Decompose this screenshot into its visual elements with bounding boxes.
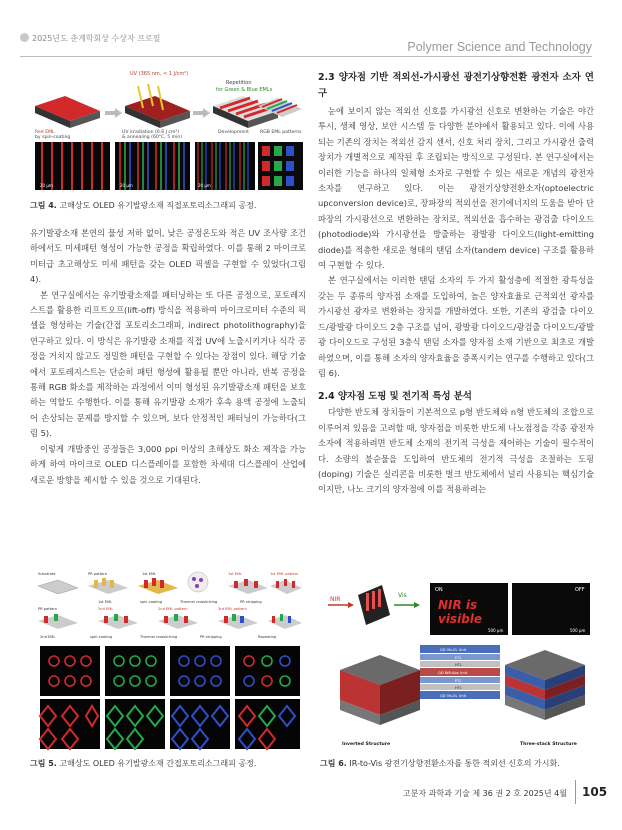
svg-text:20 μm: 20 μm — [120, 183, 133, 188]
svg-text:PR stripping: PR stripping — [200, 635, 222, 639]
fig4-for-gb: for Green & Blue EMLs — [216, 87, 273, 93]
figure-6-illustration — [320, 575, 595, 751]
journal-footer: 고분자 과학과 기술 제 36 권 2 호 2025년 4월 — [402, 789, 567, 798]
page-number: 105 — [575, 780, 612, 804]
figure-5-caption — [30, 758, 310, 769]
svg-text:OFF: OFF — [575, 587, 585, 593]
svg-text:1st EML: 1st EML — [98, 600, 113, 604]
figure-5-caption-text: 고해상도 OLED 유기발광소재 간접포토리소그래피 공정. — [59, 759, 257, 768]
svg-text:by spin-coating: by spin-coating — [35, 135, 71, 140]
svg-text:1st EML pattern: 1st EML pattern — [270, 572, 299, 576]
svg-text:HTL: HTL — [455, 663, 462, 667]
left-paragraph-3: 이렇게 개발중인 공정들은 3,000 ppi 이상의 초해상도 화소 제작을 가능하게 하여 마이크로 OLED 디스플레이를 포함한 차세대 디스플레이 산업에 새로운 방향을 제시할 수 있을 것으로 기대된다. — [30, 443, 306, 485]
svg-text:NIR: NIR — [330, 596, 341, 603]
svg-text:Thermal crosslinking: Thermal crosslinking — [140, 635, 178, 639]
figure-6-caption-number: 그림 6. — [320, 759, 347, 768]
svg-text:20 μm: 20 μm — [40, 183, 53, 188]
svg-text:1st EML: 1st EML — [228, 572, 243, 576]
figure-4-caption-number: 그림 4. — [30, 201, 57, 210]
right-paragraph-1: 눈에 보이지 않는 적외선 신호를 가시광선 신호로 변환하는 기술은 야간 투시, 생체 영상, 보안 시스템 등 다양한 분야에서 활용되고 있다. 이에 사용되는 기존의 장치는 적외선 감지 센서, 신호 처리 장치, 그리고 가시광선 출력 장치가 개별적으로 제작된 후 조립되는 방식으로 구성된다. 본 연구실에서는 이러한 기능을 하나의 일체형 소자로 구현할 수 있는 새로운 개념의 광전자 소자를 연구하고 있다. 이는 광전기상향전환소자(optoelectric upconversion device)로, 장파장의 적외선을 전기에너지의 도움을 받아 단파장의 가시광선으로 변환하는 장치로, 적외선을 흡수하는 광검출 다이오드(photodiode)와 가시광선을 방출하는 광발광 다이오드(light-emitting diode)를 적층한 새로운 형태의 탠덤 소자(tandem device) 구조를 활용하여 구현할 수 있다. — [318, 106, 594, 271]
left-paragraph-1: 유기발광소재 본연의 물성 저하 없이, 낮은 공정온도와 적은 UV 조사량 조건 하에서도 미세패턴 형성이 가능한 공정을 확립하였다. 이를 통해 2 마이크로미터급 초고해상도 미세 패턴을 갖는 OLED 픽셀을 구현할 수 있었다(그림 4). — [30, 228, 306, 285]
running-header-left — [20, 33, 160, 44]
svg-text:& annealing (60°C, 5 min): & annealing (60°C, 5 min) — [122, 135, 183, 140]
svg-text:ON: ON — [435, 587, 443, 593]
svg-text:Thermal crosslinking: Thermal crosslinking — [180, 600, 218, 604]
header-left-text: 2025년도 춘계학회상 수상자 프로필 — [32, 34, 161, 43]
svg-text:3rd EML pattern: 3rd EML pattern — [218, 607, 247, 611]
svg-text:Repeating: Repeating — [258, 635, 277, 639]
svg-text:PR pattern: PR pattern — [88, 572, 108, 576]
figure-6-caption — [320, 758, 600, 769]
svg-text:QD Vis-EL Unit: QD Vis-EL Unit — [440, 694, 467, 698]
fig6-inverted-label: Inverted Structure — [342, 742, 391, 747]
fig4-step2: UV irradiation (0.6 J cm²) — [122, 130, 180, 135]
svg-text:spin-coating: spin-coating — [140, 600, 163, 604]
fig4-step1: Red EML — [35, 130, 55, 135]
figure-4-illustration — [30, 66, 305, 191]
svg-text:spin-coating: spin-coating — [90, 635, 113, 639]
header-dot-icon — [20, 33, 29, 42]
running-header-right: Polymer Science and Technology — [407, 40, 592, 54]
svg-text:500 μm: 500 μm — [570, 628, 586, 633]
svg-text:1st EML: 1st EML — [142, 572, 157, 576]
fig4-dev-panel — [213, 96, 278, 128]
svg-text:2nd EML pattern: 2nd EML pattern — [158, 607, 188, 611]
svg-text:NIR is: NIR is — [438, 598, 478, 612]
fig6-layer-stack — [420, 645, 500, 699]
fig4-repetition: Repetition — [226, 80, 252, 86]
figure-6 — [320, 575, 595, 751]
svg-text:20 μm: 20 μm — [198, 183, 211, 188]
svg-text:Substrate: Substrate — [38, 572, 56, 576]
svg-text:Vis: Vis — [398, 592, 407, 599]
svg-text:QD NIR-Abs Unit: QD NIR-Abs Unit — [438, 671, 468, 675]
svg-text:PR stripping: PR stripping — [240, 600, 262, 604]
svg-text:2nd EML: 2nd EML — [40, 635, 56, 639]
right-paragraph-2: 본 연구실에서는 이러한 탠덤 소자의 두 가지 활성층에 적절한 광특성을 갖는 두 종류의 양자점 소재를 도입하여, 높은 양자효율로 근적외선 광자를 가시광선 광자로 변환하는 장치를 개발하였다. 또한, 기존의 광검출 다이오드/광발광 다이오드 2층 구조를 넘어, 광발광 다이오드/광검출 다이오드/광발광 다이오드로 구성된 3층식 탠덤 소자를 양자점 소재 기반으로 최초로 개발하였으며, 이를 통해 소자의 양자효율을 증폭시키는 연구를 수행하고 있다(그림 6). — [318, 275, 594, 378]
fig4-step3: Development — [218, 130, 249, 135]
right-paragraph-3: 다양한 반도체 장치들이 기본적으로 p형 반도체와 n형 반도체의 조합으로 이루어져 있음을 고려할 때, 양자점을 비롯한 반도체 나노점정을 각종 광전자소자에 적용하려면 반도체 소재의 전기적 극성을 제어하는 기술이 필수적이다. 소량의 불순물을 도입하여 반도체의 전기적 극성을 조절하는 도핑(doping) 기술은 실리콘을 비롯한 벌크 반도체에서 널리 사용되는 핵심기술이지만, 나노 크기의 양자점에 이를 적용하려는 — [318, 407, 594, 495]
svg-text:QD Vis-EL Unit: QD Vis-EL Unit — [440, 648, 467, 652]
figure-4 — [30, 66, 305, 191]
left-column-text — [30, 226, 306, 488]
figure-4-caption-text: 고해상도 OLED 유기발광소재 직접포토리소그래피 공정. — [59, 201, 257, 210]
fig6-threestack — [505, 650, 585, 720]
left-paragraph-2: 본 연구실에서는 유기발광소재를 패터닝하는 또 다른 공정으로, 포토레지스트를 활용한 리프트오프(lift-off) 방식을 적용하여 마이크로미터 수준의 픽셀을 형성하는 기술(간접 포토리소그래피, indirect photolithography)을 연구하고 있다. 이 방식은 유기발광 소재를 직접 UV에 노출시키거나 식각 공정을 거치지 않고도 정밀한 패턴을 구현할 수 있다는 장점이 있다. 해당 기술에서 포토레지스트는 단순히 패턴 형성에 활용될 뿐만 아니라, 반복 공정을 통해 RGB 화소를 제작하는 과정에서 이미 형성된 유기발광소재 패턴을 보호하는 역할도 수행한다. 이를 통해 유기발광 소재가 후속 용액 공정에 노출되어 손상되는 문제를 방지할 수 있으며, 보다 안정적인 패터닝이 가능하다(그림 5). — [30, 289, 306, 439]
section-2-3-title: 2.3 양자점 기반 적외선-가시광선 광전기상향전환 광전자 소자 연구 — [318, 72, 594, 99]
svg-text:500 μm: 500 μm — [488, 628, 504, 633]
fig6-inverted-stack — [340, 655, 420, 725]
section-2-4-title: 2.4 양자점 도핑 및 전기적 특성 분석 — [318, 391, 472, 403]
figure-5 — [30, 566, 305, 752]
fig4-uv-label: UV (365 nm, < 1 J/cm²) — [130, 71, 189, 77]
figure-5-caption-number: 그림 5. — [30, 759, 57, 768]
fig4-step4: RGB EML patterns — [260, 130, 302, 135]
figure-5-illustration — [30, 566, 305, 752]
fig6-threestack-label: Three-stack Structure — [520, 742, 577, 747]
figure-6-caption-text: IR-to-Vis 광전기상향전환소자를 통한 적외선 신호의 가시화. — [349, 759, 560, 768]
svg-text:ETL: ETL — [455, 656, 462, 660]
right-column-text — [318, 70, 594, 498]
fig6-device-photo — [358, 585, 390, 625]
svg-text:visible: visible — [438, 612, 483, 626]
svg-text:PR pattern: PR pattern — [38, 607, 58, 611]
svg-text:HTL: HTL — [455, 686, 462, 690]
figure-4-caption — [30, 200, 310, 211]
header-divider — [20, 56, 592, 57]
svg-text:ETL: ETL — [455, 679, 462, 683]
svg-text:2nd EML: 2nd EML — [98, 607, 114, 611]
